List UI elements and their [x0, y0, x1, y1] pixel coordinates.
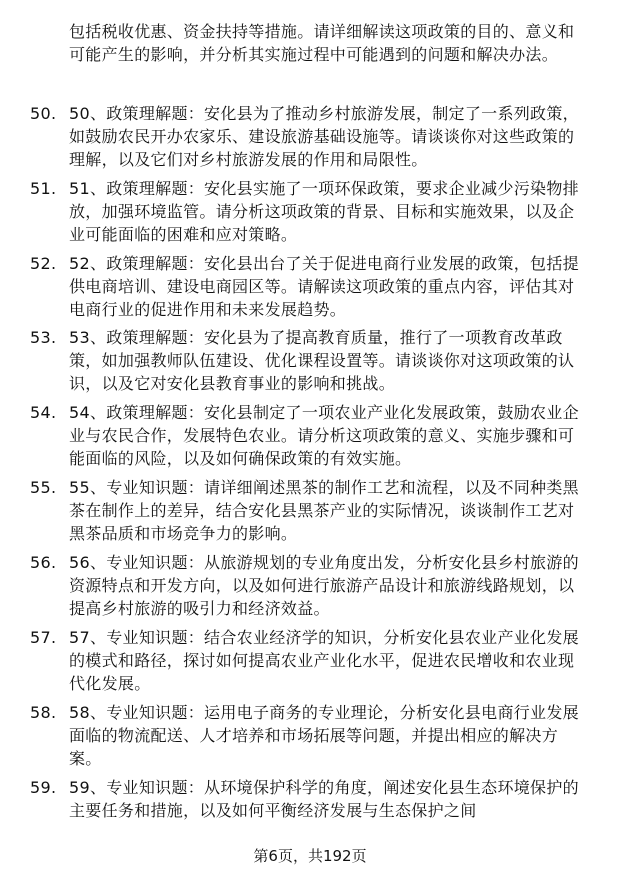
- item-number: 52.: [30, 254, 57, 273]
- item-text: 54、政策理解题：安化县制定了一项农业产业化发展政策，鼓励农业企业与农民合作，发展特色农业。请分析这项政策的意义、实施步骤和可能面临的风险，以及如何确保政策的有效实施。: [69, 403, 579, 468]
- page-footer: 第6页，共192页: [253, 847, 367, 865]
- item-text: 52、政策理解题：安化县出台了关于促进电商行业发展的政策，包括提供电商培训、建设电商园区等。请解读这项政策的重点内容，评估其对电商行业的促进作用和未来发展趋势。: [69, 254, 579, 319]
- item-number: 51.: [30, 179, 57, 198]
- item-text: 50、政策理解题：安化县为了推动乡村旅游发展，制定了一系列政策，如鼓励农民开办农家乐、建设旅游基础设施等。请谈谈你对这些政策的理解，以及它们对乡村旅游发展的作用和局限性。: [69, 104, 579, 169]
- item-number: 59.: [30, 778, 57, 797]
- item-number: 58.: [30, 703, 57, 722]
- item-text: 53、政策理解题：安化县为了提高教育质量，推行了一项教育改革政策，如加强教师队伍建设、优化课程设置等。请谈谈你对这项政策的认识，以及它对安化县教育事业的影响和挑战。: [69, 328, 575, 393]
- item-text: 57、专业知识题：结合农业经济学的知识，分析安化县农业产业化发展的模式和路径，探讨如何提高农业产业化水平，促进农民增收和农业现代化发展。: [69, 628, 579, 693]
- item-text: 59、专业知识题：从环境保护科学的角度，阐述安化县生态环境保护的主要任务和措施，以及如何平衡经济发展与生态保护之间: [69, 778, 579, 820]
- item-text: 56、专业知识题：从旅游规划的专业角度出发，分析安化县乡村旅游的资源特点和开发方向，以及如何进行旅游产品设计和旅游线路规划，以提高乡村旅游的吸引力和经济效益。: [69, 553, 579, 618]
- item-text: 58、专业知识题：运用电子商务的专业理论，分析安化县电商行业发展面临的物流配送、人才培养和市场拓展等问题，并提出相应的解决方案。: [69, 703, 579, 768]
- item-text: 51、政策理解题：安化县实施了一项环保政策，要求企业减少污染物排放，加强环境监管。请分析这项政策的背景、目标和实施效果，以及企业可能面临的困难和应对策略。: [69, 179, 579, 244]
- item-number: 57.: [30, 628, 57, 647]
- item-number: 55.: [30, 478, 57, 497]
- item-number: 56.: [30, 553, 57, 572]
- item-text: 55、专业知识题：请详细阐述黑茶的制作工艺和流程，以及不同种类黑茶在制作上的差异，结合安化县黑茶产业的实际情况，谈谈制作工艺对黑茶品质和市场竞争力的影响。: [69, 478, 579, 543]
- item-number: 54.: [30, 403, 57, 422]
- item-number: 53.: [30, 328, 57, 347]
- continuation-paragraph: 包括税收优惠、资金扶持等措施。请详细解读这项政策的目的、意义和可能产生的影响，并分析其实施过程中可能遇到的问题和解决办法。: [69, 22, 575, 64]
- item-number: 50.: [30, 104, 57, 123]
